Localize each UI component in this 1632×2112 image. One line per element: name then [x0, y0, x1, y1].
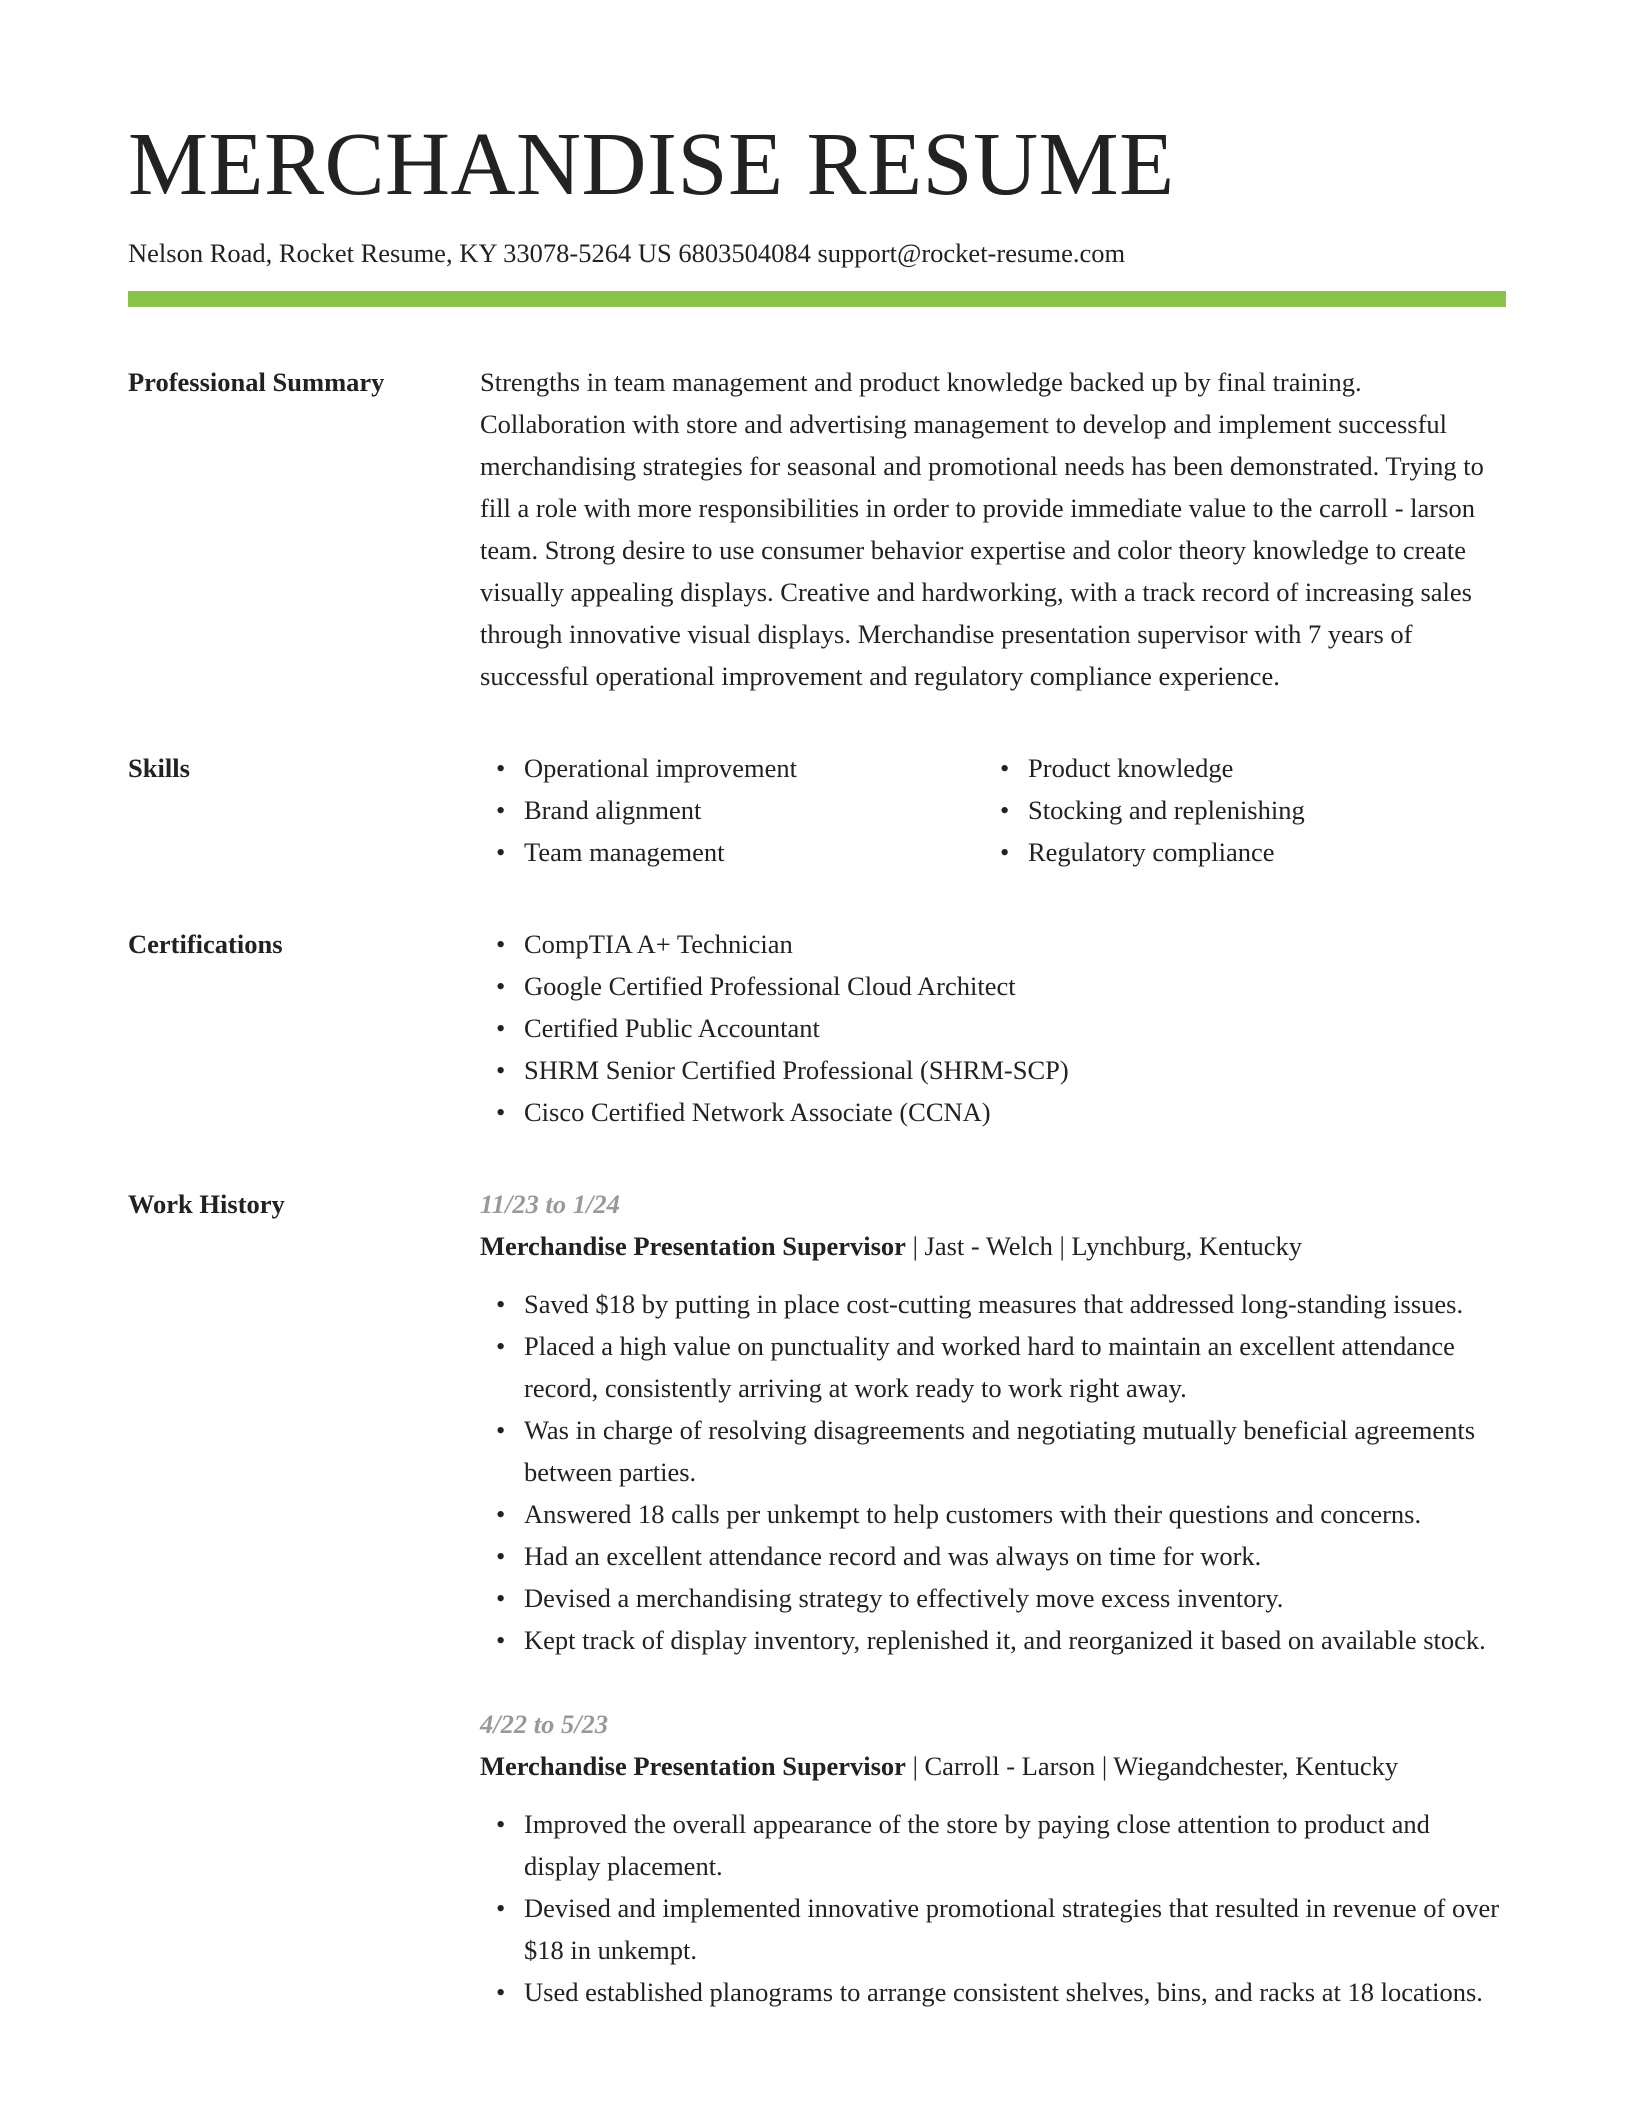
- job-bullet: • Used established planograms to arrange consistent shelves, bins, and racks at 18 locations.: [524, 1971, 1506, 2013]
- skill-item: • Brand alignment: [524, 789, 1028, 831]
- section-certifications: [128, 923, 1506, 1133]
- section-professional-summary: [128, 361, 1506, 697]
- certification-item: • CompTIA A+ Technician: [524, 923, 1506, 965]
- skill-item: • Regulatory compliance: [1028, 831, 1506, 873]
- skill-item: • Operational improvement: [524, 747, 1028, 789]
- job-entry: [480, 1703, 1506, 2013]
- accent-divider: [128, 291, 1506, 307]
- section-skills: [128, 747, 1506, 873]
- section-label: Professional Summary: [128, 366, 385, 397]
- job-title: Merchandise Presentation Supervisor: [480, 1230, 906, 1261]
- job-entry: [480, 1183, 1506, 1661]
- job-bullet: • Kept track of display inventory, replenished it, and reorganized it based on available stock.: [524, 1619, 1506, 1661]
- contact-line: Nelson Road, Rocket Resume, KY 33078-5264 US 6803504084 support@rocket-resume.com: [128, 238, 1126, 268]
- job-bullet: • Devised and implemented innovative promotional strategies that resulted in revenue of over $18 in unkempt.: [524, 1887, 1506, 1971]
- job-dates: 4/22 to 5/23: [480, 1708, 609, 1739]
- section-label: Skills: [128, 752, 190, 783]
- summary-text: Strengths in team management and product knowledge backed up by final training. Collaboration with store and advertising management to develop and implement successful merchandising strategies for seasonal and promotional needs has been demonstrated. Trying to fill a role with more responsibilities in order to provide immediate value to the carroll - larson team. Strong desire to use consumer behavior expertise and color theory knowledge to create visually appealing displays. Creative and hardworking, with a track record of increasing sales through innovative visual displays. Merchandise presentation supervisor with 7 years of successful operational improvement and regulatory compliance experience.: [480, 366, 1484, 691]
- certification-item: • Cisco Certified Network Associate (CCNA): [524, 1091, 1506, 1133]
- skills-list: [480, 747, 1506, 873]
- job-bullets: [480, 1803, 1506, 2013]
- job-details: | Jast - Welch | Lynchburg, Kentucky: [905, 1230, 1303, 1261]
- section-label: Certifications: [128, 928, 283, 959]
- section-label: Work History: [128, 1188, 285, 1219]
- job-heading: [480, 1225, 1506, 1267]
- resume-title: MERCHANDISE RESUME: [128, 115, 1175, 214]
- job-bullet: • Was in charge of resolving disagreements and negotiating mutually beneficial agreements between parties.: [524, 1409, 1506, 1493]
- job-bullet: • Had an excellent attendance record and was always on time for work.: [524, 1535, 1506, 1577]
- section-work-history: [128, 1183, 1506, 2013]
- job-heading: [480, 1745, 1506, 1787]
- job-bullets: [480, 1283, 1506, 1661]
- skill-item: • Stocking and replenishing: [1028, 789, 1506, 831]
- job-bullet: • Devised a merchandising strategy to effectively move excess inventory.: [524, 1577, 1506, 1619]
- skill-item: • Team management: [524, 831, 1028, 873]
- job-bullet: • Placed a high value on punctuality and worked hard to maintain an excellent attendance record, consistently arriving at work ready to work right away.: [524, 1325, 1506, 1409]
- certification-item: • Certified Public Accountant: [524, 1007, 1506, 1049]
- certification-item: • Google Certified Professional Cloud Architect: [524, 965, 1506, 1007]
- certifications-list: [480, 923, 1506, 1133]
- job-bullet: • Saved $18 by putting in place cost-cutting measures that addressed long-standing issues.: [524, 1283, 1506, 1325]
- job-bullet: • Improved the overall appearance of the store by paying close attention to product and display placement.: [524, 1803, 1506, 1887]
- job-details: | Carroll - Larson | Wiegandchester, Kentucky: [905, 1750, 1399, 1781]
- job-dates: 11/23 to 1/24: [480, 1188, 620, 1219]
- skill-item: • Product knowledge: [1028, 747, 1506, 789]
- job-bullet: • Answered 18 calls per unkempt to help customers with their questions and concerns.: [524, 1493, 1506, 1535]
- job-title: Merchandise Presentation Supervisor: [480, 1750, 906, 1781]
- certification-item: • SHRM Senior Certified Professional (SHRM-SCP): [524, 1049, 1506, 1091]
